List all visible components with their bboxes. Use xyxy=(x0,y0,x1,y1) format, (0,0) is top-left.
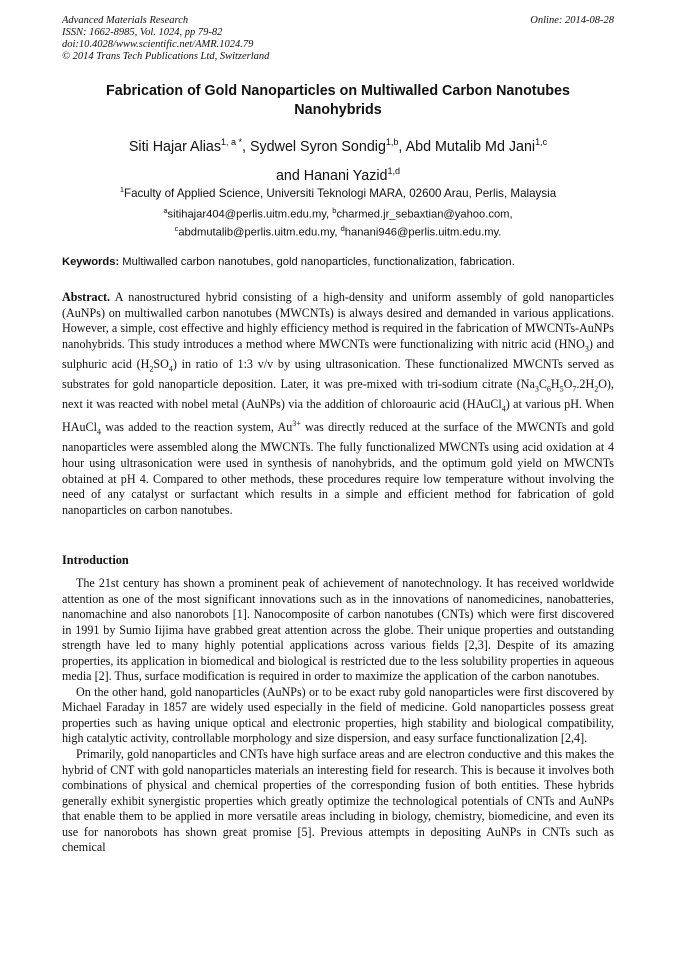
abstract-text: ) and sulphuric acid (H xyxy=(62,336,614,371)
affiliation xyxy=(62,182,614,201)
doi-line: doi:10.4028/www.scientific.net/AMR.1024.79 xyxy=(62,39,254,50)
abstract-text: A nanostructured hybrid consisting of a high-density and uniform assembly of gold nanoparticles (AuNPs) on multiwalled carbon nanotubes (MWCNTs) is always desired and demanded in various applications. However, a simple, cost effective and highly efficiency method is required in the fabrication of MWCNTs-AuNPs nanohybrids. This study introduces a method where MWCNTs were functionalizing with nitric acid (HNO xyxy=(62,290,614,351)
abstract-text: ) at various pH. When HAuCl xyxy=(62,396,614,435)
abstract-text: .2H xyxy=(576,376,595,391)
emails-line-2 xyxy=(62,222,614,240)
author-affil-sup: 1, a * xyxy=(221,137,243,147)
email-sup: d xyxy=(340,224,345,234)
paper-title xyxy=(62,82,614,120)
email-sup: c xyxy=(174,224,179,234)
email-link[interactable]: sitihajar404@perlis.uitm.edu.my, xyxy=(167,208,333,221)
email-sup: a xyxy=(163,206,168,215)
journal-header xyxy=(62,15,269,63)
subscript: 5 xyxy=(559,383,564,393)
author-affil-sup: 1,c xyxy=(535,137,548,147)
email-link[interactable]: abdmutalib@perlis.uitm.edu.my, xyxy=(178,226,341,239)
section-heading-introduction: Introduction xyxy=(62,553,129,567)
subscript: 4 xyxy=(96,427,101,437)
email-link[interactable]: hanani946@perlis.uitm.edu.my. xyxy=(344,226,502,239)
subscript: 7 xyxy=(572,383,577,393)
author-affil-sup: 1,d xyxy=(387,165,401,176)
abstract-text: O xyxy=(563,376,573,391)
author-emails xyxy=(62,204,614,240)
keywords-label: Keywords: xyxy=(62,256,120,268)
abstract-label: Abstract. xyxy=(62,290,111,304)
author-name: Siti Hajar Alias xyxy=(128,138,222,155)
online-date: Online: 2014-08-28 xyxy=(530,15,614,26)
abstract-text: SO xyxy=(153,356,169,371)
subscript: 4 xyxy=(168,364,173,373)
title-line-2: Nanohybrids xyxy=(294,102,382,118)
author-list xyxy=(62,130,614,188)
abstract xyxy=(62,290,614,518)
copyright-line: © 2014 Trans Tech Publications Ltd, Switzerland xyxy=(62,51,270,62)
abstract-text: ) in ratio of 1:3 v/v by using ultrasonication. These functionalized MWCNTs served as substrates for gold nanoparticle deposition. Later, it was pre-mixed with tri-sodium citrate (Na xyxy=(62,356,614,391)
keywords-text: Multiwalled carbon nanotubes, gold nanoparticles, functionalization, fabrication. xyxy=(119,256,515,268)
journal-name: Advanced Materials Research xyxy=(62,15,189,26)
emails-line-1 xyxy=(62,204,614,222)
abstract-text: O), next it was reacted with nobel metal (AuNPs) via the addition of chloroauric acid (HAuCl xyxy=(62,376,614,411)
author-name: Abd Mutalib Md Jani xyxy=(405,138,536,155)
paragraph: Primarily, gold nanoparticles and CNTs have high surface areas and are electron conductive and this makes the hybrid of CNT with gold nanoparticles materials an interesting field for research. This is because it involves both combinations of physical and chemical properties of the corresponding fusion of both entities. These hybrids generally exhibit synergistic properties which greatly optimize the technological potentials of CNTs and AuNPs that enable them to be applied in more versatile areas including in biology, chemistry, biomedicine, and even its use for nanorobots has shown great promise [5]. Previous attempts in depositing AuNPs in CNTs such as chemical xyxy=(62,747,614,855)
issn-line: ISSN: 1662-8985, Vol. 1024, pp 79-82 xyxy=(62,27,223,38)
keywords xyxy=(62,255,614,269)
introduction-body xyxy=(62,576,614,856)
subscript: 3 xyxy=(584,344,589,354)
paragraph: On the other hand, gold nanoparticles (AuNPs) or to be exact ruby gold nanoparticles were first discovered by Michael Faraday in 1857 are widely used especially in the field of medicine. Gold nanoparticles possess great properties such as having unique optical and electronic properties, high stability and biological compatibility, high catalytic activity, controllable morphology and size dispersion, and easy surface functionalization [2,4]. xyxy=(62,684,614,746)
superscript: 3+ xyxy=(292,419,301,429)
subscript: 2 xyxy=(149,364,154,373)
abstract-text: was directly reduced at the surface of the MWCNTs and gold nanoparticles were assembled along the MWCNTs. The fully functionalized MWCNTs using acid oxidation at 4 hour using ultrasonication were used in synthesis of nanohybrids, and the optimum gold yield on MWCNTs obtained at pH 4. Compared to other methods, these procedures require low temperature without involving the need of any catalyst or surfactant which results in a simple and efficient method for fabrication of gold nanoparticles on carbon nanotubes. xyxy=(62,420,614,517)
author-affil-sup: 1,b xyxy=(385,137,399,147)
abstract-text: C xyxy=(538,376,547,391)
abstract-text: was added to the reaction system, Au xyxy=(100,420,293,435)
paragraph: The 21st century has shown a prominent peak of achievement of nanotechnology. It has received worldwide attention as one of the most significant innovations such as in the innovations of nanomedicines, nanobatteries, nanomachine and also nanorobots [1]. Nanocomposite of carbon nanotubes (CNTs) which were first discovered in 1991 by Sumio Iijima have grabbed great attention across the globe. Their unique properties and outstanding strength have led to many highly potential applications across various fields [2,3]. Despite of its amazing properties, its application in biomedical and biological is restricted due to the less solubility properties in aqueous media [2]. Thus, surface modification is required in order to maximize the application of the carbon nanotubes. xyxy=(62,576,614,684)
email-link[interactable]: charmed.jr_sebaxtian@yahoo.com, xyxy=(336,208,513,221)
affil-sup: 1 xyxy=(119,185,124,194)
affil-text: Faculty of Applied Science, Universiti Teknologi MARA, 02600 Arau, Perlis, Malaysia xyxy=(123,186,557,200)
author-name: and Hanani Yazid xyxy=(275,167,388,184)
authors-line-1: Siti Hajar Alias$^{1, a *}$, Sydwel Syron Sondig$^{1,b}$, Abd Mutalib Md Jani$^{1,c}$ xyxy=(128,137,548,155)
subscript: 2 xyxy=(594,383,599,393)
subscript: 4 xyxy=(501,403,506,413)
subscript: 6 xyxy=(546,383,551,393)
title-line-1: Fabrication of Gold Nanoparticles on Multiwalled Carbon Nanotubes xyxy=(106,83,570,99)
author-name: Sydwel Syron Sondig xyxy=(250,138,386,155)
abstract-text: H xyxy=(550,376,560,391)
subscript: 3 xyxy=(534,383,539,393)
email-sup: b xyxy=(332,206,337,215)
